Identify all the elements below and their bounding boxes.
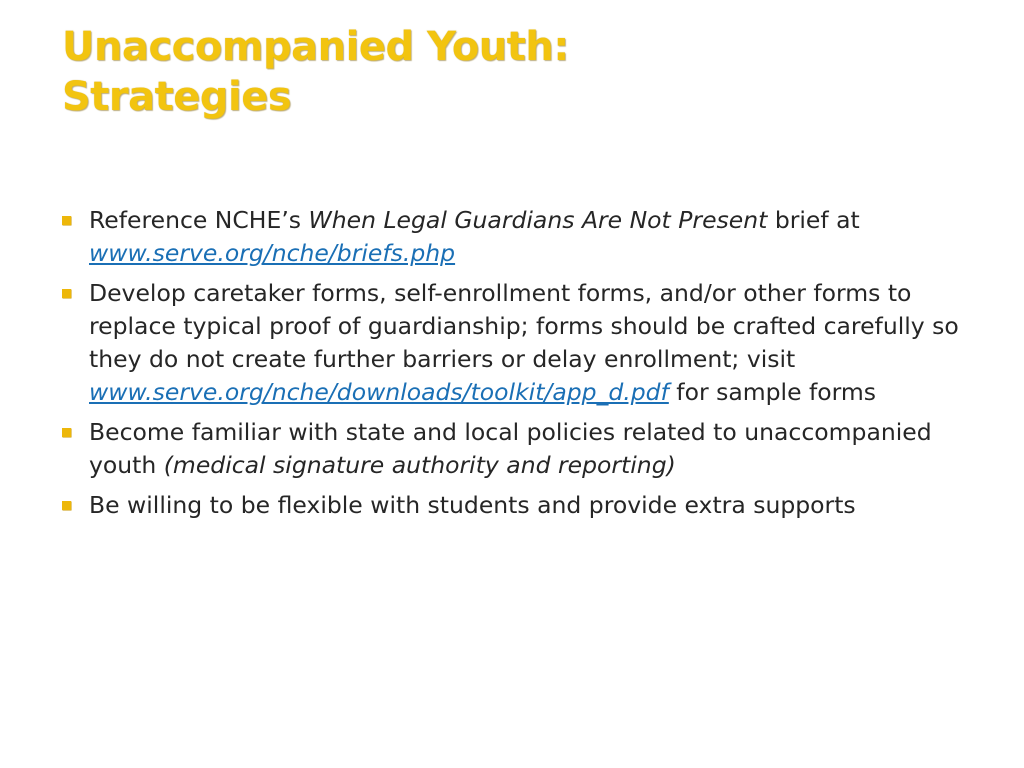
title-line-1: Unaccompanied Youth: <box>62 24 569 70</box>
title-line-2: Strategies <box>62 74 292 120</box>
bullet-item-develop-forms <box>62 277 972 409</box>
square-bullet-icon <box>62 428 71 437</box>
toolkit-link[interactable]: www.serve.org/nche/downloads/toolkit/app_d.pdf <box>89 378 669 406</box>
bullet-item-policies <box>62 416 972 482</box>
bullet-item-reference-brief <box>62 204 972 270</box>
brief-title: When Legal Guardians Are Not Present <box>308 206 768 234</box>
bullet-text: Develop caretaker forms, self-enrollment forms, and/or other forms to replace typical proof of guardianship; forms should be crafted carefully so they do not create further barriers or delay enrollment; visit <box>89 279 959 373</box>
bullet-text: Become familiar with state and local policies related to unaccompanied youth <box>89 418 932 479</box>
slide-title <box>62 22 962 122</box>
bullet-list <box>62 204 972 529</box>
bullet-text: brief at <box>767 206 860 234</box>
square-bullet-icon <box>62 216 71 225</box>
bullet-text: Be willing to be flexible with students and provide extra supports <box>89 491 856 519</box>
bullet-text: for sample forms <box>668 378 877 406</box>
bullet-item-flexible <box>62 489 972 522</box>
square-bullet-icon <box>62 289 71 298</box>
square-bullet-icon <box>62 501 71 510</box>
bullet-text: Reference NCHE’s <box>89 206 309 234</box>
policy-note: (medical signature authority and reporting) <box>163 451 676 479</box>
briefs-link[interactable]: www.serve.org/nche/briefs.php <box>89 239 456 267</box>
